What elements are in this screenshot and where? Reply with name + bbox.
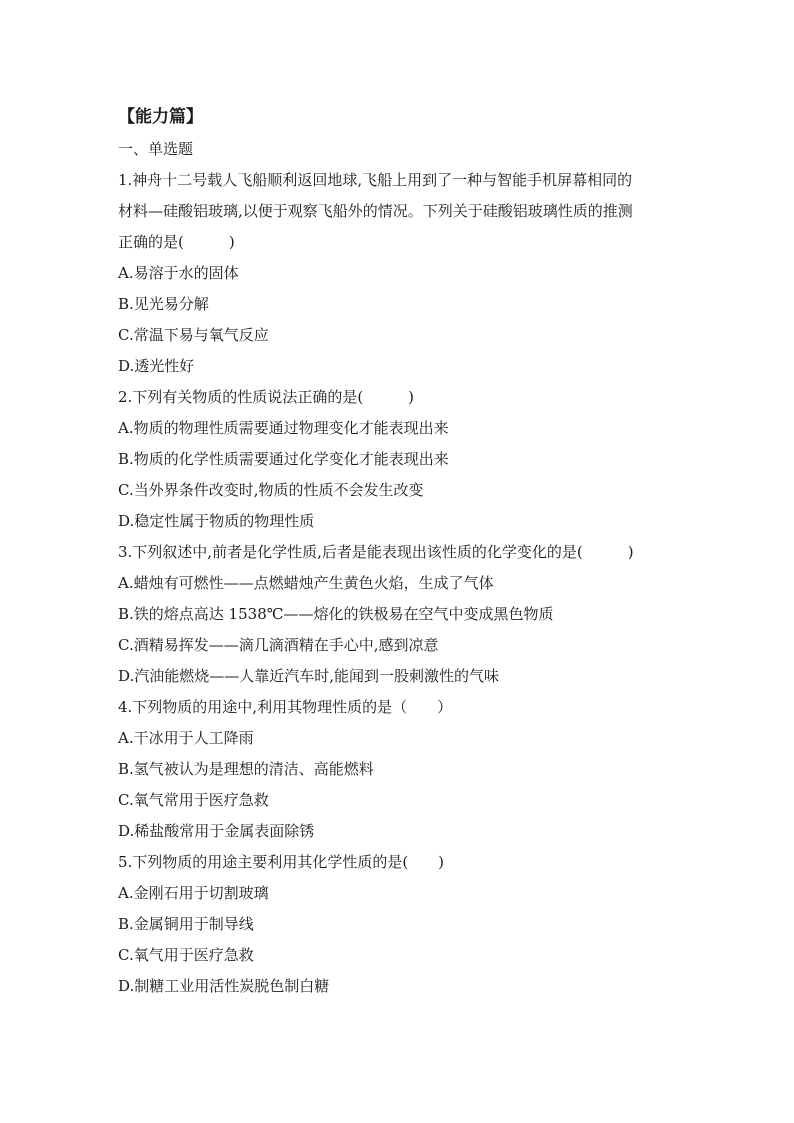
question-4 xyxy=(118,692,678,847)
option-d: D.制糖工业用活性炭脱色制白糖 xyxy=(118,977,330,995)
option-c: C.当外界条件改变时,物质的性质不会发生改变 xyxy=(118,481,424,499)
option-a: A.蜡烛有可燃性——点燃蜡烛产生黄色火焰，生成了气体 xyxy=(118,574,494,592)
option-b: B.见光易分解 xyxy=(118,295,209,313)
option-a: A.金刚石用于切割玻璃 xyxy=(118,884,269,902)
option-d: D.稀盐酸常用于金属表面除锈 xyxy=(118,822,315,840)
option-a: A.易溶于水的固体 xyxy=(118,264,239,282)
option-b: B.金属铜用于制导线 xyxy=(118,915,254,933)
question-stem-line: 3.下列叙述中,前者是化学性质,后者是能表现出该性质的化学变化的是( ) xyxy=(118,543,634,561)
question-1 xyxy=(118,165,678,382)
question-5 xyxy=(118,847,678,1002)
option-c: C.氧气常用于医疗急救 xyxy=(118,791,269,809)
option-b: B.铁的熔点高达 1538℃——熔化的铁极易在空气中变成黑色物质 xyxy=(118,605,554,623)
option-a: A.干冰用于人工降雨 xyxy=(118,729,254,747)
option-c: C.氧气用于医疗急救 xyxy=(118,946,254,964)
question-stem-line: 4.下列物质的用途中,利用其物理性质的是（ ） xyxy=(118,698,453,716)
option-c: C.酒精易挥发——滴几滴酒精在手心中,感到凉意 xyxy=(118,636,439,654)
question-stem-line: 材料—硅酸铝玻璃,以便于观察飞船外的情况。下列关于硅酸铝玻璃性质的推测 xyxy=(118,202,633,220)
question-stem-line: 5.下列物质的用途主要利用其化学性质的是( ) xyxy=(118,853,445,871)
option-b: B.氢气被认为是理想的清洁、高能燃料 xyxy=(118,760,374,778)
option-d: D.稳定性属于物质的物理性质 xyxy=(118,512,315,530)
option-c: C.常温下易与氧气反应 xyxy=(118,326,269,344)
question-stem-line: 2.下列有关物质的性质说法正确的是( ) xyxy=(118,388,415,406)
option-d: D.透光性好 xyxy=(118,357,195,375)
question-2 xyxy=(118,382,678,537)
question-3 xyxy=(118,537,678,692)
document-page xyxy=(118,104,678,1002)
section-title: 【能力篇】 xyxy=(118,107,203,127)
question-type-heading: 一、单选题 xyxy=(118,140,194,158)
option-b: B.物质的化学性质需要通过化学变化才能表现出来 xyxy=(118,450,449,468)
option-a: A.物质的物理性质需要通过物理变化才能表现出来 xyxy=(118,419,449,437)
option-d: D.汽油能燃烧——人靠近汽车时,能闻到一股刺激性的气味 xyxy=(118,667,500,685)
question-stem-line: 1.神舟十二号载人飞船顺利返回地球,飞船上用到了一种与智能手机屏幕相同的 xyxy=(118,171,633,189)
question-stem-line: 正确的是( ) xyxy=(118,233,235,251)
